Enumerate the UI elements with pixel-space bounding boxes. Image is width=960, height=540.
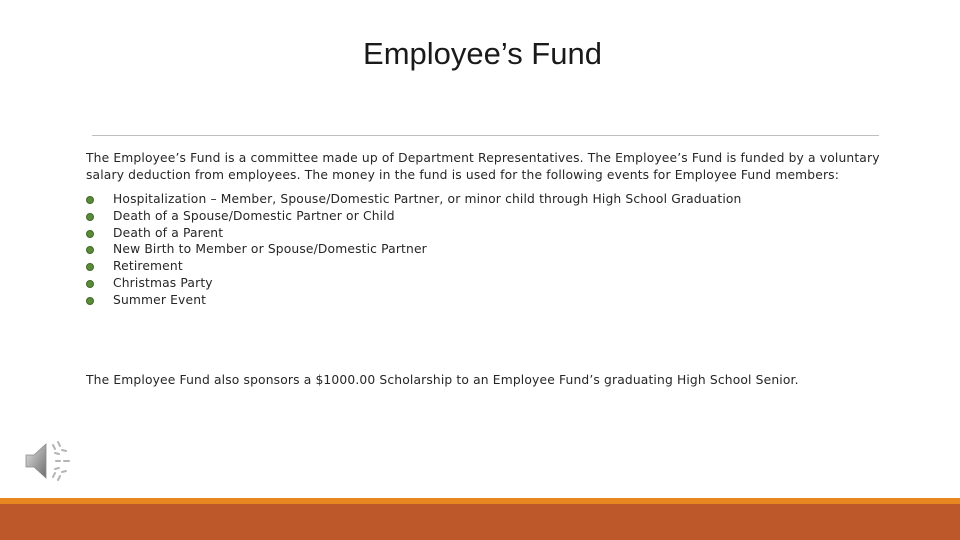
list-item <box>86 191 886 208</box>
bullet-icon <box>86 297 94 305</box>
list-item-text: New Birth to Member or Spouse/Domestic Partner <box>113 242 427 257</box>
list-item-text: Death of a Parent <box>113 225 224 240</box>
bullet-icon <box>86 230 94 238</box>
list-item-text: Christmas Party <box>113 275 213 290</box>
list-item <box>86 225 886 242</box>
speaker-icon-graphic <box>22 436 74 486</box>
list-item <box>86 292 886 309</box>
bullet-icon <box>86 263 94 271</box>
bullet-icon <box>86 196 94 204</box>
list-item <box>86 208 886 225</box>
closing-paragraph: The Employee Fund also sponsors a $1000.00 Scholarship to an Employee Fund’s graduating High School Senior. <box>86 373 799 387</box>
events-list <box>86 191 886 309</box>
list-item <box>86 258 886 275</box>
list-item <box>86 241 886 258</box>
bullet-icon <box>86 213 94 221</box>
intro-paragraph: The Employee’s Fund is a committee made up of Department Representatives. The Employee’s Fund is funded by a voluntary salary deduction from employees. The money in the fund is used for the following events for Employee Fund members: <box>86 151 880 182</box>
slide-title: Employee’s Fund <box>363 36 602 71</box>
bullet-icon <box>86 280 94 288</box>
list-item-text: Death of a Spouse/Domestic Partner or Child <box>113 208 395 223</box>
slide-body <box>86 150 886 309</box>
speaker-icon[interactable] <box>22 436 74 486</box>
list-item <box>86 275 886 292</box>
list-item-text: Summer Event <box>113 292 207 307</box>
list-item-text: Hospitalization – Member, Spouse/Domestic Partner, or minor child through High School Graduation <box>113 192 742 206</box>
title-divider <box>92 135 879 136</box>
footer-bar <box>0 504 960 540</box>
list-item-text: Retirement <box>113 259 183 274</box>
bullet-icon <box>86 246 94 254</box>
